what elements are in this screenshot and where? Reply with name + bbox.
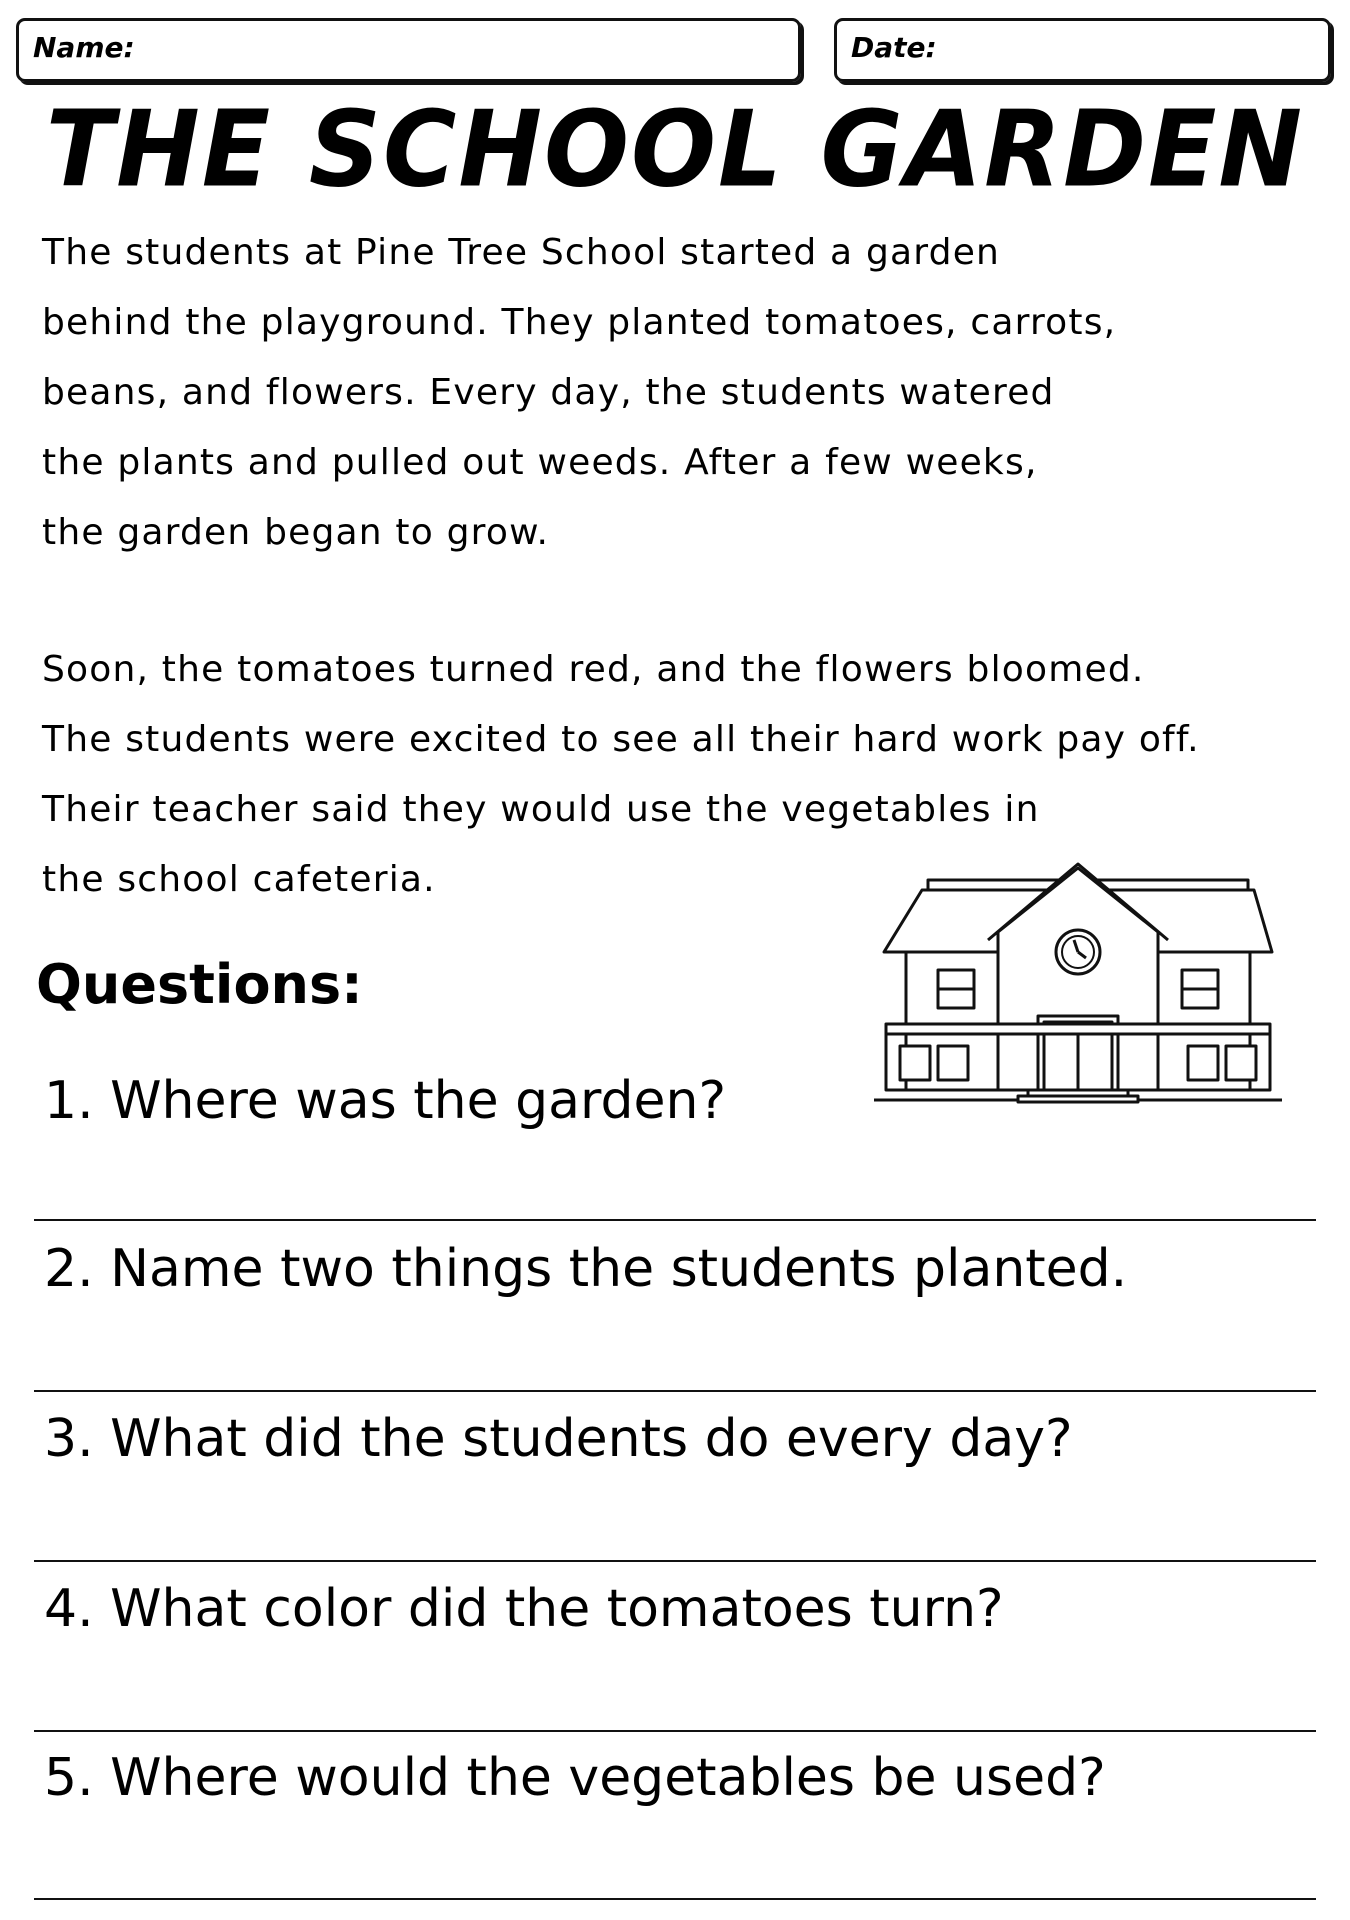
school-building-icon xyxy=(868,860,1288,1110)
question-1: 1. Where was the garden? xyxy=(44,1071,727,1131)
question-4: 4. What color did the tomatoes turn? xyxy=(44,1579,1004,1639)
answer-line-2[interactable] xyxy=(34,1390,1316,1392)
name-label: Name: xyxy=(33,31,135,64)
answer-line-5[interactable] xyxy=(34,1898,1316,1900)
name-field[interactable] xyxy=(16,18,801,82)
date-field[interactable] xyxy=(834,18,1331,82)
answer-line-4[interactable] xyxy=(34,1730,1316,1732)
date-label: Date: xyxy=(851,31,937,64)
question-3: 3. What did the students do every day? xyxy=(44,1409,1073,1469)
page-title: THE SCHOOL GARDEN xyxy=(45,88,1305,211)
question-5: 5. Where would the vegetables be used? xyxy=(44,1748,1106,1808)
answer-line-3[interactable] xyxy=(34,1560,1316,1562)
question-2: 2. Name two things the students planted. xyxy=(44,1239,1128,1299)
questions-heading: Questions: xyxy=(36,953,363,1016)
answer-line-1[interactable] xyxy=(34,1219,1316,1221)
story-paragraph-1: The students at Pine Tree School started a garden behind the playground. They planted tomatoes, carrots, beans, and flowers. Every day, the students watered the plants and pulled out weeds. After a few weeks, the garden began to grow. xyxy=(42,232,1117,553)
story-paragraph-2: Soon, the tomatoes turned red, and the flowers bloomed. The students were excited to see all their hard work pay off. Their teacher said they would use the vegetables in the school cafeteria. xyxy=(42,649,1200,900)
